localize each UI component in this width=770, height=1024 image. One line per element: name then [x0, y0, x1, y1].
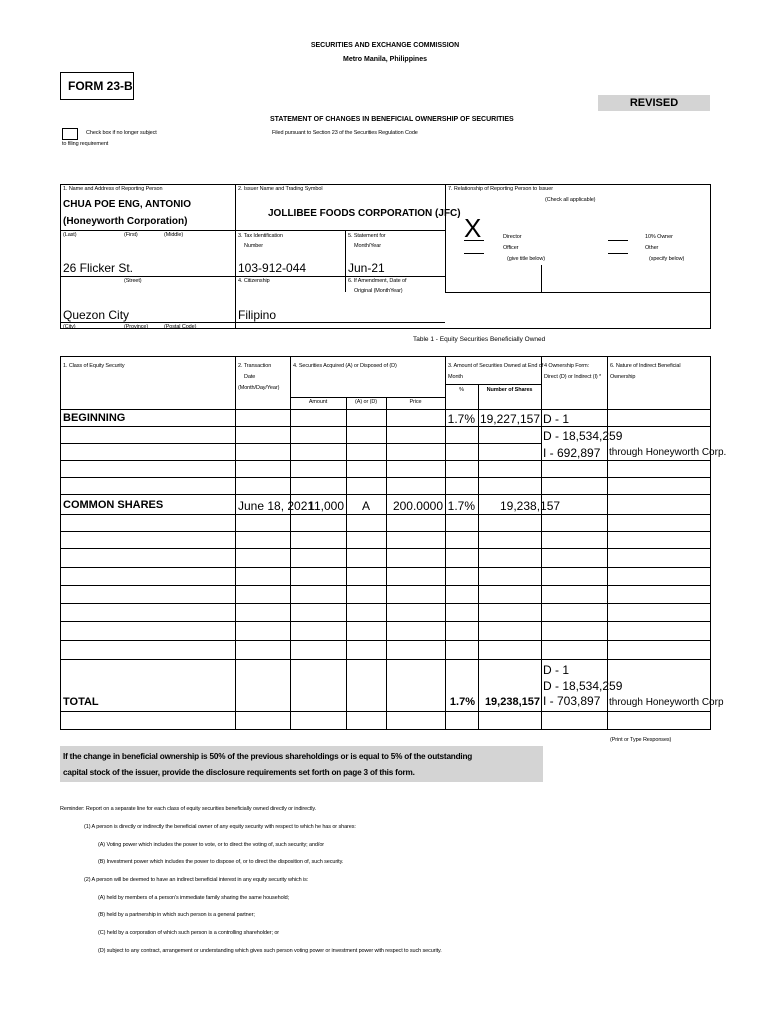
total-form-3: I - 703,897 [543, 694, 601, 708]
checkbox-label-1: Check box if no longer subject [86, 130, 157, 136]
reporting-person-name: CHUA POE ENG, ANTONIO [63, 199, 191, 210]
common-pct: 1.7% [447, 499, 475, 513]
director-checkmark[interactable]: X [464, 213, 482, 243]
col-amount-header: Amount [308, 399, 328, 405]
reminder-intro: Reminder: Report on a separate line for each class of equity securities beneficially owned directly or indirectly. [60, 806, 316, 812]
statement-title: STATEMENT OF CHANGES IN BENEFICIAL OWNERSHIP OF SECURITIES [270, 116, 514, 123]
common-price: 200.0000 [392, 499, 443, 513]
reminder-p1: (1) A person is directly or indirectly the beneficial owner of any equity security with respect to which he has or shares: [84, 824, 356, 830]
reporting-person-company: (Honeyworth Corporation) [63, 216, 188, 227]
no-longer-subject-checkbox[interactable] [62, 128, 78, 140]
col-form-header-1: 4 Ownership Form: [544, 363, 590, 369]
tax-id-value: 103-912-044 [238, 261, 307, 275]
common-amount: 11,000 [308, 499, 344, 513]
common-shares: 19,238,157 [500, 499, 561, 513]
col-owned-header-2: Month [448, 374, 463, 380]
reminder-p2: (2) A person will be deemed to have an indirect beneficial interest in any equity security which is: [84, 877, 309, 883]
col-price-header: Price [409, 399, 422, 405]
beginning-shares: 19,227,157 [479, 412, 540, 426]
city-label: (City) [63, 324, 76, 330]
print-note: (Print or Type Responses) [610, 737, 672, 743]
total-form-2: D - 18,534,259 [543, 679, 623, 693]
col-aord-header: (A) or (D) [355, 399, 377, 405]
other-label: Other [645, 245, 659, 251]
col-form-header-2: Direct (D) or Indirect (I) * [544, 374, 602, 380]
section5-label-2: Month/Year [354, 243, 381, 249]
col-owned-header-1: 3. Amount of Securities Owned at End of [448, 363, 544, 369]
citizenship-value: Filipino [238, 308, 277, 322]
street-label: (Street) [124, 278, 142, 284]
check-all-label: (Check all applicable) [545, 197, 596, 203]
col-date-header-2: Date [244, 374, 256, 380]
beginning-form-2: D - 18,534,259 [543, 429, 623, 443]
street-value: 26 Flicker St. [63, 261, 134, 275]
common-date: June 18, 2021 [238, 499, 315, 513]
middle-name-label: (Middle) [164, 232, 184, 238]
total-shares: 19,238,157 [484, 696, 540, 708]
beginning-nature: through Honeyworth Corp. [609, 447, 727, 458]
last-name-label: (Last) [63, 232, 77, 238]
city-value: Quezon City [63, 308, 130, 322]
col-pct-header: % [459, 387, 464, 393]
reminder-p2d: (D) subject to any contract, arrangement or understanding which gives such person voting power or investment power with respect to such security. [98, 948, 442, 954]
common-aord: A [361, 499, 370, 513]
beginning-form-3: I - 692,897 [543, 446, 601, 460]
section3-label-2: Number [244, 243, 263, 249]
officer-label: Officer [503, 245, 519, 251]
postal-label: (Postal Code) [164, 324, 197, 330]
checkbox-label-2: to filing requirement [62, 141, 109, 147]
form-name: FORM 23-B [68, 79, 133, 93]
give-title-label: (give title below) [507, 256, 545, 262]
reminder-p1b: (B) Investment power which includes the power to dispose of, or to direct the disposition of, such security. [98, 859, 344, 865]
filed-pursuant: Filed pursuant to Section 23 of the Securities Regulation Code [272, 130, 418, 136]
province-label: (Province) [124, 324, 149, 330]
col-class-header: 1. Class of Equity Security [63, 363, 125, 369]
total-label: TOTAL [63, 696, 99, 708]
statement-month-value: Jun-21 [348, 261, 385, 275]
agency-title: SECURITIES AND EXCHANGE COMMISSION [310, 42, 460, 49]
col-date-header-1: 2. Transaction [238, 363, 272, 369]
section6-label-2: Original (MonthYear) [354, 288, 403, 294]
section3-label-1: 3. Tax Identification [238, 233, 283, 239]
ten-percent-owner-label: 10% Owner [645, 234, 673, 240]
notice-line-2: capital stock of the issuer, provide the disclosure requirements set forth on page 3 of this form. [63, 768, 415, 777]
director-label: Director [503, 234, 522, 240]
reminder-p2b: (B) held by a partnership in which such person is a general partner; [98, 912, 255, 918]
section1-label: 1. Name and Address of Reporting Person [63, 186, 163, 192]
common-shares-label: COMMON SHARES [63, 499, 164, 511]
section6-label-1: 6. If Amendment, Date of [348, 278, 407, 284]
col-nature-header-2: Ownership [610, 374, 636, 380]
col-date-header-3: (Month/Day/Year) [238, 385, 280, 391]
section7-label: 7. Relationship of Reporting Person to Issuer [448, 186, 553, 192]
specify-label: (specify below) [649, 256, 685, 262]
col-acquired-header: 4. Securities Acquired (A) or Disposed of (D) [293, 363, 397, 369]
agency-location: Metro Manila, Philippines [342, 56, 427, 63]
col-shares-header: Number of Shares [486, 387, 533, 393]
table1-title: Table 1 - Equity Securities Beneficially Owned [413, 336, 546, 343]
col-nature-header-1: 6. Nature of Indirect Beneficial [610, 363, 681, 369]
section5-label-1: 5. Statement for [348, 233, 386, 239]
first-name-label: (First) [124, 232, 138, 238]
issuer-name: JOLLIBEE FOODS CORPORATION (JFC) [268, 208, 461, 219]
reminder-p2a: (A) held by members of a person's immediate family sharing the same household; [98, 895, 290, 901]
revised-badge: REVISED [598, 95, 710, 111]
beginning-label: BEGINNING [63, 412, 126, 424]
reminder-p2c: (C) held by a corporation of which such person is a controlling shareholder; or [98, 930, 280, 936]
total-pct: 1.7% [449, 696, 475, 708]
notice-line-1: If the change in beneficial ownership is 50% of the previous shareholdings or is equal to 5% of the outstanding [63, 752, 473, 761]
section4-label: 4. Citizenship [238, 278, 270, 284]
section2-label: 2. Issuer Name and Trading Symbol [238, 186, 323, 192]
beginning-form-1: D - 1 [543, 412, 570, 426]
beginning-pct: 1.7% [447, 412, 475, 426]
total-form-1: D - 1 [543, 663, 570, 677]
total-nature: through Honeyworth Corp [609, 697, 724, 708]
reminder-p1a: (A) Voting power which includes the power to vote, or to direct the voting of, such security; and/or [98, 842, 325, 848]
